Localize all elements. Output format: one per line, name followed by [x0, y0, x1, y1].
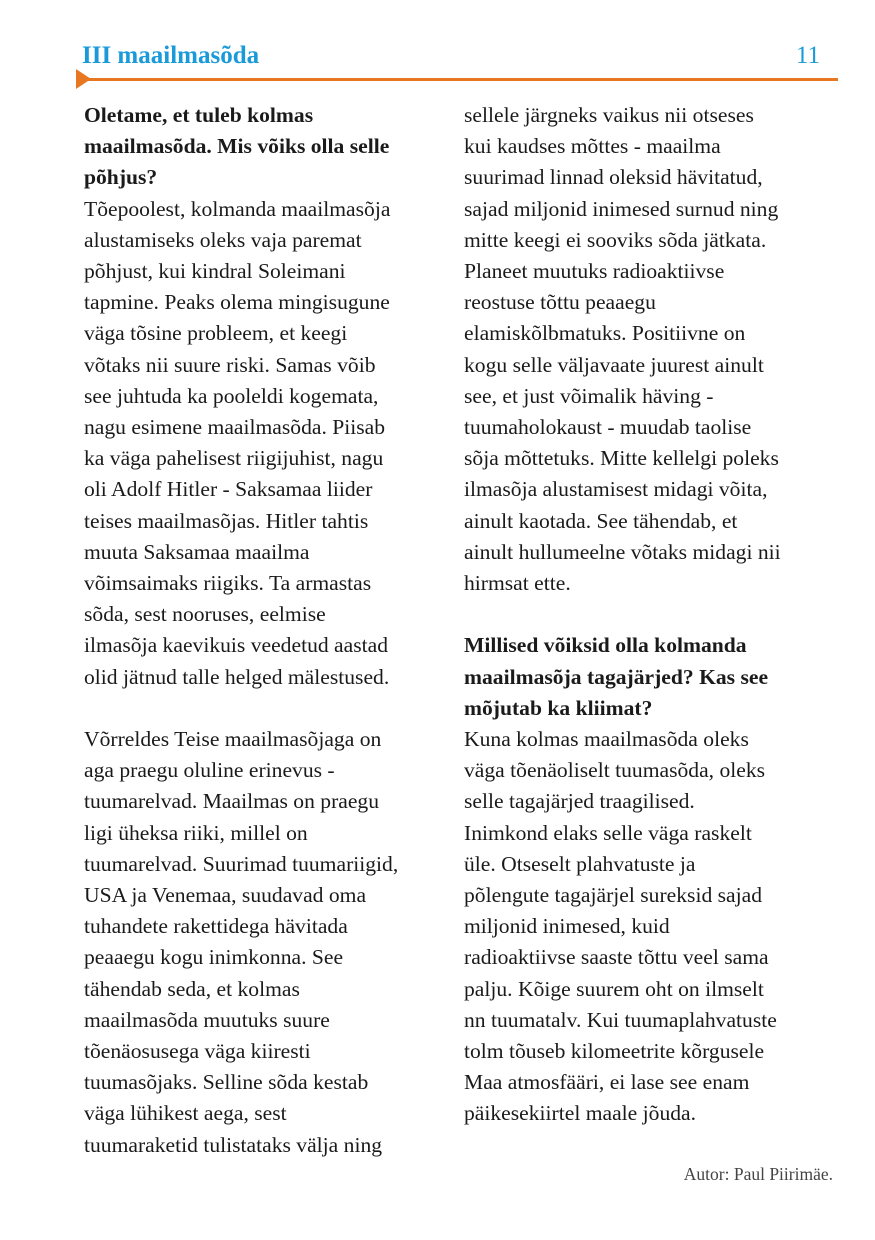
text-line: ainult hullumeelne võtaks midagi nii — [464, 539, 781, 564]
text-line: Tõepoolest, kolmanda maailmasõja — [84, 196, 391, 221]
text-line: põlengute tagajärjel sureksid sajad — [464, 883, 763, 908]
text-line: alustamiseks oleks vaja paremat — [84, 227, 362, 252]
text-line: Planeet muutuks radioaktiivse — [464, 259, 725, 284]
text-line: elamiskõlbmatuks. Positiivne on — [464, 321, 746, 346]
text-line: see, et just võimalik häving - — [464, 383, 714, 408]
paragraph — [464, 724, 844, 1130]
text-line: ilmasõja alustamisest midagi võita, — [464, 477, 768, 502]
question-line: mõjutab ka kliimat? — [464, 695, 653, 720]
text-line: Maa atmosfääri, ei lase see enam — [464, 1070, 750, 1095]
author-credit: Autor: Paul Piirimäe. — [683, 1164, 833, 1184]
question-1 — [84, 100, 456, 194]
paragraph-gap — [464, 599, 844, 630]
text-line: selle tagajärjed traagilised. — [464, 789, 695, 814]
header-rule — [78, 78, 838, 81]
text-line: miljonid inimesed, kuid — [464, 914, 670, 939]
text-line: sõda, sest nooruses, eelmise — [84, 602, 326, 627]
paragraph — [84, 724, 456, 1161]
text-line: aga praegu oluline erinevus - — [84, 758, 335, 783]
text-line: kogu selle väljavaate juurest ainult — [464, 352, 764, 377]
left-column — [84, 100, 456, 1161]
text-line: tuumaholokaust - muudab taolise — [464, 415, 752, 440]
text-line: nagu esimene maailmasõda. Piisab — [84, 415, 386, 440]
question-line: maailmasõja tagajärjed? Kas see — [464, 664, 769, 689]
text-line: radioaktiivse saaste tõttu veel sama — [464, 945, 769, 970]
page-title: III maailmasõda — [82, 42, 260, 69]
text-line: üle. Otseselt plahvatuste ja — [464, 851, 696, 876]
paragraph — [84, 194, 456, 693]
text-line: mitte keegi ei sooviks sõda jätkata. — [464, 227, 767, 252]
text-line: päikesekiirtel maale jõuda. — [464, 1101, 697, 1126]
text-line: sajad miljonid inimesed surnud ning — [464, 196, 779, 221]
page-number: 11 — [795, 42, 820, 69]
question-2 — [464, 630, 844, 724]
text-line: tuumaraketid tulistataks välja ning — [84, 1132, 383, 1157]
text-line: peaaegu kogu inimkonna. See — [84, 945, 344, 970]
text-line: oli Adolf Hitler - Saksamaa liider — [84, 477, 373, 502]
question-line: Oletame, et tuleb kolmas — [84, 103, 314, 127]
text-line: põhjust, kui kindral Soleimani — [84, 259, 346, 284]
text-line: Võrreldes Teise maailmasõjaga on — [84, 727, 382, 752]
text-line: Inimkond elaks selle väga raskelt — [464, 820, 752, 845]
text-line: ainult kaotada. See tähendab, et — [464, 508, 738, 533]
header-arrow-icon — [76, 69, 91, 89]
text-line: Kuna kolmas maailmasõda oleks — [464, 727, 749, 752]
question-line: põhjus? — [84, 165, 158, 190]
text-line: maailmasõda muutuks suure — [84, 1007, 330, 1032]
text-line: ka väga pahelisest riigijuhist, nagu — [84, 446, 384, 471]
text-line: tuumarelvad. Maailmas on praegu — [84, 789, 380, 814]
text-line: võimsaimaks riigiks. Ta armastas — [84, 571, 372, 596]
text-line: tähendab seda, et kolmas — [84, 976, 300, 1001]
question-line: Millised võiksid olla kolmanda — [464, 633, 747, 658]
paragraph-gap — [84, 693, 456, 724]
text-line: olid jätnud talle helged mälestused. — [84, 664, 390, 689]
text-line: sõja mõttetuks. Mitte kellelgi poleks — [464, 446, 779, 471]
text-line: nn tuumatalv. Kui tuumaplahvatuste — [464, 1007, 777, 1032]
text-line: võtaks nii suure riski. Samas võib — [84, 352, 376, 377]
text-line: kui kaudses mõttes - maailma — [464, 134, 721, 159]
text-line: see juhtuda ka pooleldi kogemata, — [84, 383, 379, 408]
text-line: suurimad linnad oleksid hävitatud, — [464, 165, 763, 190]
question-line: maailmasõda. Mis võiks olla selle — [84, 134, 390, 159]
right-column — [464, 100, 844, 1130]
text-line: tuumarelvad. Suurimad tuumariigid, — [84, 851, 399, 876]
text-line: ligi üheksa riiki, millel on — [84, 820, 308, 845]
text-line: tapmine. Peaks olema mingisugune — [84, 290, 390, 315]
paragraph — [464, 100, 844, 599]
text-line: reostuse tõttu peaaegu — [464, 290, 656, 315]
text-line: väga tõenäoliselt tuumasõda, oleks — [464, 758, 766, 783]
text-line: ilmasõja kaevikuis veedetud aastad — [84, 633, 389, 658]
text-line: muuta Saksamaa maailma — [84, 539, 310, 564]
text-line: tolm tõuseb kilomeetrite kõrgusele — [464, 1039, 765, 1064]
text-line: teises maailmasõjas. Hitler tahtis — [84, 508, 369, 533]
text-line: tuhandete rakettidega hävitada — [84, 914, 348, 939]
text-line: palju. Kõige suurem oht on ilmselt — [464, 976, 764, 1001]
text-line: tuumasõjaks. Selline sõda kestab — [84, 1070, 369, 1095]
page-header — [78, 38, 838, 82]
text-line: hirmsat ette. — [464, 571, 571, 596]
text-line: väga lühikest aega, sest — [84, 1101, 287, 1126]
text-line: USA ja Venemaa, suudavad oma — [84, 883, 367, 908]
text-line: väga tõsine probleem, et keegi — [84, 321, 348, 346]
text-line: tõenäosusega väga kiiresti — [84, 1039, 311, 1064]
text-line: sellele järgneks vaikus nii otseses — [464, 103, 754, 127]
